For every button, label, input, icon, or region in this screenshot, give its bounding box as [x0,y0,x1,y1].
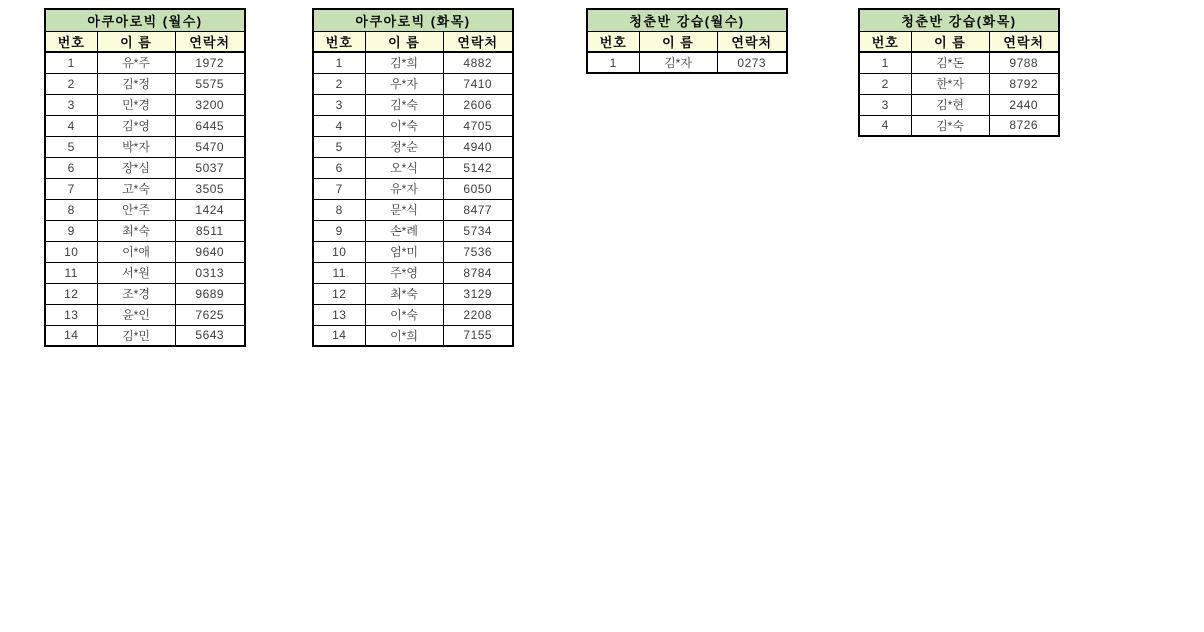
row-number-cell: 2 [859,73,911,94]
table-row [313,325,513,346]
column-header-contact: 연락처 [717,31,787,52]
row-number-cell: 8 [45,199,97,220]
name-cell: 고*숙 [97,178,175,199]
name-cell: 서*원 [97,262,175,283]
row-number-cell: 2 [313,73,365,94]
row-number-cell: 8 [313,199,365,220]
column-header-row [45,31,245,52]
row-number-cell: 5 [313,136,365,157]
table-row [313,283,513,304]
table-row [45,199,245,220]
table-row [45,157,245,178]
table-row [45,304,245,325]
column-header-contact: 연락처 [443,31,513,52]
table-row [859,73,1059,94]
column-header-contact: 연락처 [989,31,1059,52]
table-row [859,94,1059,115]
row-number-cell: 3 [313,94,365,115]
row-number-cell: 1 [313,52,365,73]
contact-cell: 1424 [175,199,245,220]
row-number-cell: 1 [859,52,911,73]
roster-table-aqua-monwed [44,8,246,347]
row-number-cell: 12 [45,283,97,304]
row-number-cell: 9 [313,220,365,241]
row-number-cell: 4 [45,115,97,136]
contact-cell: 3505 [175,178,245,199]
roster-table-aqua-tuethu [312,8,514,347]
column-header-name: 이 름 [639,31,717,52]
row-number-cell: 1 [45,52,97,73]
contact-cell: 4705 [443,115,513,136]
table-row [45,73,245,94]
name-cell: 오*식 [365,157,443,178]
name-cell: 우*자 [365,73,443,94]
contact-cell: 9788 [989,52,1059,73]
table-row [859,115,1059,136]
table-row [313,199,513,220]
contact-cell: 5643 [175,325,245,346]
column-header-number: 번호 [313,31,365,52]
table-row [587,52,787,73]
contact-cell: 0313 [175,262,245,283]
column-header-name: 이 름 [365,31,443,52]
row-number-cell: 14 [313,325,365,346]
contact-cell: 5037 [175,157,245,178]
table-row [45,136,245,157]
roster-table-youth-tuethu [858,8,1060,137]
contact-cell: 2440 [989,94,1059,115]
name-cell: 장*심 [97,157,175,178]
row-number-cell: 1 [587,52,639,73]
contact-cell: 8726 [989,115,1059,136]
table-title: 청춘반 강습(월수) [587,9,787,31]
contact-cell: 8792 [989,73,1059,94]
row-number-cell: 4 [859,115,911,136]
name-cell: 김*숙 [365,94,443,115]
table-row [45,220,245,241]
name-cell: 엄*미 [365,241,443,262]
name-cell: 정*순 [365,136,443,157]
name-cell: 한*자 [911,73,989,94]
contact-cell: 0273 [717,52,787,73]
name-cell: 김*영 [97,115,175,136]
table-body [45,52,245,346]
table-row [859,52,1059,73]
row-number-cell: 12 [313,283,365,304]
table-row [45,94,245,115]
contact-cell: 7410 [443,73,513,94]
contact-cell: 2208 [443,304,513,325]
table-title-row [45,9,245,31]
name-cell: 이*숙 [365,115,443,136]
table-row [45,241,245,262]
table-body [587,52,787,73]
table-body [313,52,513,346]
row-number-cell: 4 [313,115,365,136]
contact-cell: 8784 [443,262,513,283]
name-cell: 최*숙 [365,283,443,304]
name-cell: 김*민 [97,325,175,346]
table-title: 아쿠아로빅 (월수) [45,9,245,31]
row-number-cell: 7 [313,178,365,199]
table-row [45,283,245,304]
contact-cell: 5734 [443,220,513,241]
table-row [313,262,513,283]
table-row [313,304,513,325]
table-title-row [313,9,513,31]
contact-cell: 4882 [443,52,513,73]
name-cell: 유*주 [97,52,175,73]
row-number-cell: 3 [45,94,97,115]
name-cell: 손*례 [365,220,443,241]
table-row [313,94,513,115]
name-cell: 김*희 [365,52,443,73]
row-number-cell: 5 [45,136,97,157]
table-body [859,52,1059,136]
name-cell: 김*정 [97,73,175,94]
column-header-contact: 연락처 [175,31,245,52]
contact-cell: 6445 [175,115,245,136]
contact-cell: 8477 [443,199,513,220]
contact-cell: 7155 [443,325,513,346]
contact-cell: 7625 [175,304,245,325]
table-row [313,136,513,157]
table-row [313,241,513,262]
column-header-number: 번호 [859,31,911,52]
name-cell: 유*자 [365,178,443,199]
row-number-cell: 13 [313,304,365,325]
name-cell: 박*자 [97,136,175,157]
table-title-row [587,9,787,31]
name-cell: 주*영 [365,262,443,283]
column-header-number: 번호 [45,31,97,52]
name-cell: 김*숙 [911,115,989,136]
row-number-cell: 11 [313,262,365,283]
row-number-cell: 10 [313,241,365,262]
contact-cell: 4940 [443,136,513,157]
row-number-cell: 3 [859,94,911,115]
table-row [45,52,245,73]
column-header-row [313,31,513,52]
table-row [313,220,513,241]
table-row [313,157,513,178]
table-row [45,115,245,136]
contact-cell: 9689 [175,283,245,304]
column-header-name: 이 름 [911,31,989,52]
name-cell: 문*식 [365,199,443,220]
name-cell: 김*자 [639,52,717,73]
column-header-number: 번호 [587,31,639,52]
name-cell: 이*희 [365,325,443,346]
table-title-row [859,9,1059,31]
contact-cell: 9640 [175,241,245,262]
row-number-cell: 7 [45,178,97,199]
contact-cell: 1972 [175,52,245,73]
contact-cell: 5142 [443,157,513,178]
name-cell: 김*돈 [911,52,989,73]
row-number-cell: 2 [45,73,97,94]
row-number-cell: 6 [313,157,365,178]
table-row [313,115,513,136]
row-number-cell: 13 [45,304,97,325]
row-number-cell: 14 [45,325,97,346]
contact-cell: 5470 [175,136,245,157]
name-cell: 이*애 [97,241,175,262]
column-header-row [859,31,1059,52]
name-cell: 안*주 [97,199,175,220]
table-row [45,262,245,283]
table-row [313,52,513,73]
contact-cell: 7536 [443,241,513,262]
contact-cell: 8511 [175,220,245,241]
roster-table-youth-monwed [586,8,788,74]
table-row [313,178,513,199]
table-title: 아쿠아로빅 (화목) [313,9,513,31]
row-number-cell: 6 [45,157,97,178]
table-row [313,73,513,94]
contact-cell: 3200 [175,94,245,115]
name-cell: 김*현 [911,94,989,115]
name-cell: 민*경 [97,94,175,115]
contact-cell: 6050 [443,178,513,199]
contact-cell: 3129 [443,283,513,304]
column-header-name: 이 름 [97,31,175,52]
name-cell: 이*숙 [365,304,443,325]
name-cell: 조*경 [97,283,175,304]
name-cell: 최*숙 [97,220,175,241]
contact-cell: 5575 [175,73,245,94]
row-number-cell: 11 [45,262,97,283]
row-number-cell: 9 [45,220,97,241]
table-title: 청춘반 강습(화목) [859,9,1059,31]
table-row [45,325,245,346]
row-number-cell: 10 [45,241,97,262]
column-header-row [587,31,787,52]
name-cell: 윤*인 [97,304,175,325]
contact-cell: 2606 [443,94,513,115]
table-row [45,178,245,199]
